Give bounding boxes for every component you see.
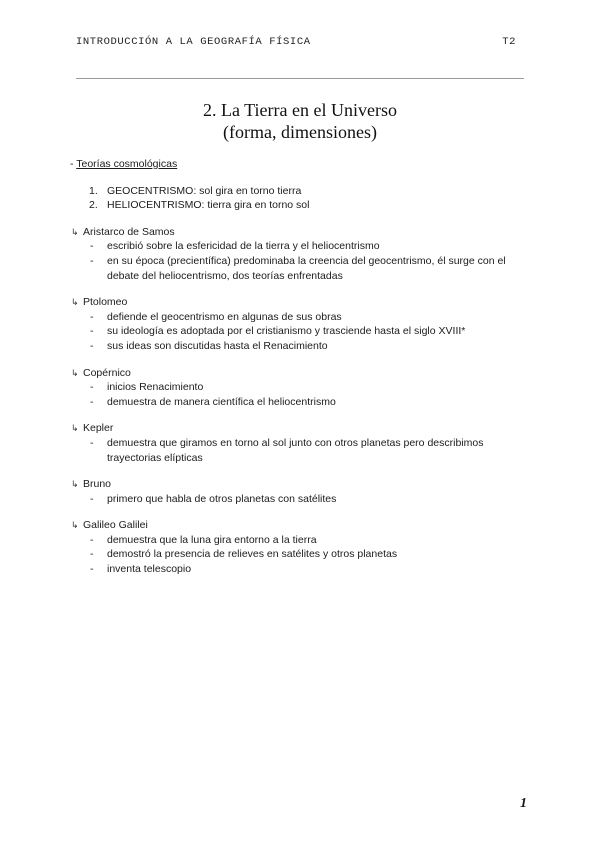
list-item-text: demuestra que giramos en torno al sol junto con otros planetas pero describimos trayectorias elípticas [107, 436, 484, 464]
section-prefix: - [70, 158, 77, 170]
author-points [70, 492, 530, 507]
list-item [70, 310, 530, 325]
list-item-text: en su época (precientífica) predominaba la creencia del geocentrismo, él surge con el debate del heliocentrismo, dos teorías enfrentadas [107, 254, 506, 282]
list-item [70, 395, 530, 410]
list-item-text: su ideología es adoptada por el cristianismo y trasciende hasta el siglo XVIII* [107, 325, 466, 338]
author-name [70, 225, 530, 240]
list-item [70, 380, 530, 395]
sub-arrow-icon: ↳ [71, 297, 79, 308]
list-item [70, 562, 530, 577]
dash-bullet: - [90, 492, 94, 505]
theories-list [70, 184, 530, 213]
list-item [70, 533, 530, 548]
author-name [70, 295, 530, 310]
author-points [70, 380, 530, 409]
list-item-text: inventa telescopio [107, 563, 192, 576]
sub-arrow-icon: ↳ [71, 226, 79, 237]
authors-groups [70, 225, 530, 577]
document-body [70, 157, 530, 589]
author-points [70, 239, 530, 283]
dash-bullet: - [90, 395, 94, 408]
dash-bullet: - [90, 254, 94, 267]
list-item-text: primero que habla de otros planetas con satélites [107, 492, 337, 505]
dash-bullet: - [90, 240, 94, 253]
author-name [70, 366, 530, 381]
author-group [70, 518, 530, 576]
author-group [70, 295, 530, 353]
dash-bullet: - [90, 548, 94, 561]
list-number: 1. [89, 184, 98, 197]
list-item-text: demuestra de manera científica el heliocentrismo [107, 395, 336, 408]
sub-arrow-icon: ↳ [71, 520, 79, 531]
list-item [70, 184, 530, 199]
author-name-text: Ptolomeo [83, 296, 128, 309]
list-item-text: HELIOCENTRISMO: tierra gira en torno sol [107, 199, 310, 212]
author-name-text: Aristarco de Samos [83, 225, 175, 238]
page-title [0, 99, 600, 143]
author-name-text: Copérnico [83, 366, 131, 379]
title-line-1: 2. La Tierra en el Universo [203, 100, 397, 120]
list-item-text: inicios Renacimiento [107, 381, 204, 394]
sub-arrow-icon: ↳ [71, 423, 79, 434]
title-line-2: (forma, dimensiones) [223, 122, 377, 142]
dash-bullet: - [90, 325, 94, 338]
section-heading [70, 157, 530, 172]
list-item [70, 547, 530, 562]
list-item [70, 436, 530, 465]
list-item [70, 254, 530, 283]
author-name-text: Bruno [83, 478, 112, 491]
list-item [70, 324, 530, 339]
author-points [70, 533, 530, 577]
sub-arrow-icon: ↳ [71, 479, 79, 490]
header-divider [76, 78, 524, 79]
author-points [70, 310, 530, 354]
page-number: 1 [520, 796, 527, 811]
dash-bullet: - [90, 339, 94, 352]
dash-bullet: - [90, 436, 94, 449]
list-item-text: defiende el geocentrismo en algunas de sus obras [107, 310, 342, 323]
list-item-text: sus ideas son discutidas hasta el Renacimiento [107, 339, 328, 352]
author-group [70, 366, 530, 410]
list-item-text: GEOCENTRISMO: sol gira en torno tierra [107, 184, 302, 197]
list-item-text: escribió sobre la esfericidad de la tierra y el heliocentrismo [107, 240, 380, 253]
section-heading-text: Teorías cosmológicas [76, 158, 178, 170]
list-item-text: demostró la presencia de relieves en satélites y otros planetas [107, 548, 398, 561]
author-name-text: Galileo Galilei [83, 519, 148, 532]
list-number: 2. [89, 199, 98, 212]
author-group [70, 225, 530, 283]
list-item [70, 492, 530, 507]
author-group [70, 421, 530, 465]
dash-bullet: - [90, 533, 94, 546]
dash-bullet: - [90, 381, 94, 394]
dash-bullet: - [90, 563, 94, 576]
list-item [70, 339, 530, 354]
list-item [70, 198, 530, 213]
sub-arrow-icon: ↳ [71, 367, 79, 378]
author-name-text: Kepler [83, 422, 114, 435]
author-name [70, 421, 530, 436]
author-group [70, 477, 530, 506]
dash-bullet: - [90, 310, 94, 323]
list-item [70, 239, 530, 254]
author-name [70, 477, 530, 492]
author-name [70, 518, 530, 533]
list-item-text: demuestra que la luna gira entorno a la tierra [107, 533, 317, 546]
author-points [70, 436, 530, 465]
course-title: INTRODUCCIÓN A LA GEOGRAFÍA FÍSICA [76, 36, 311, 48]
topic-code: T2 [502, 36, 516, 48]
